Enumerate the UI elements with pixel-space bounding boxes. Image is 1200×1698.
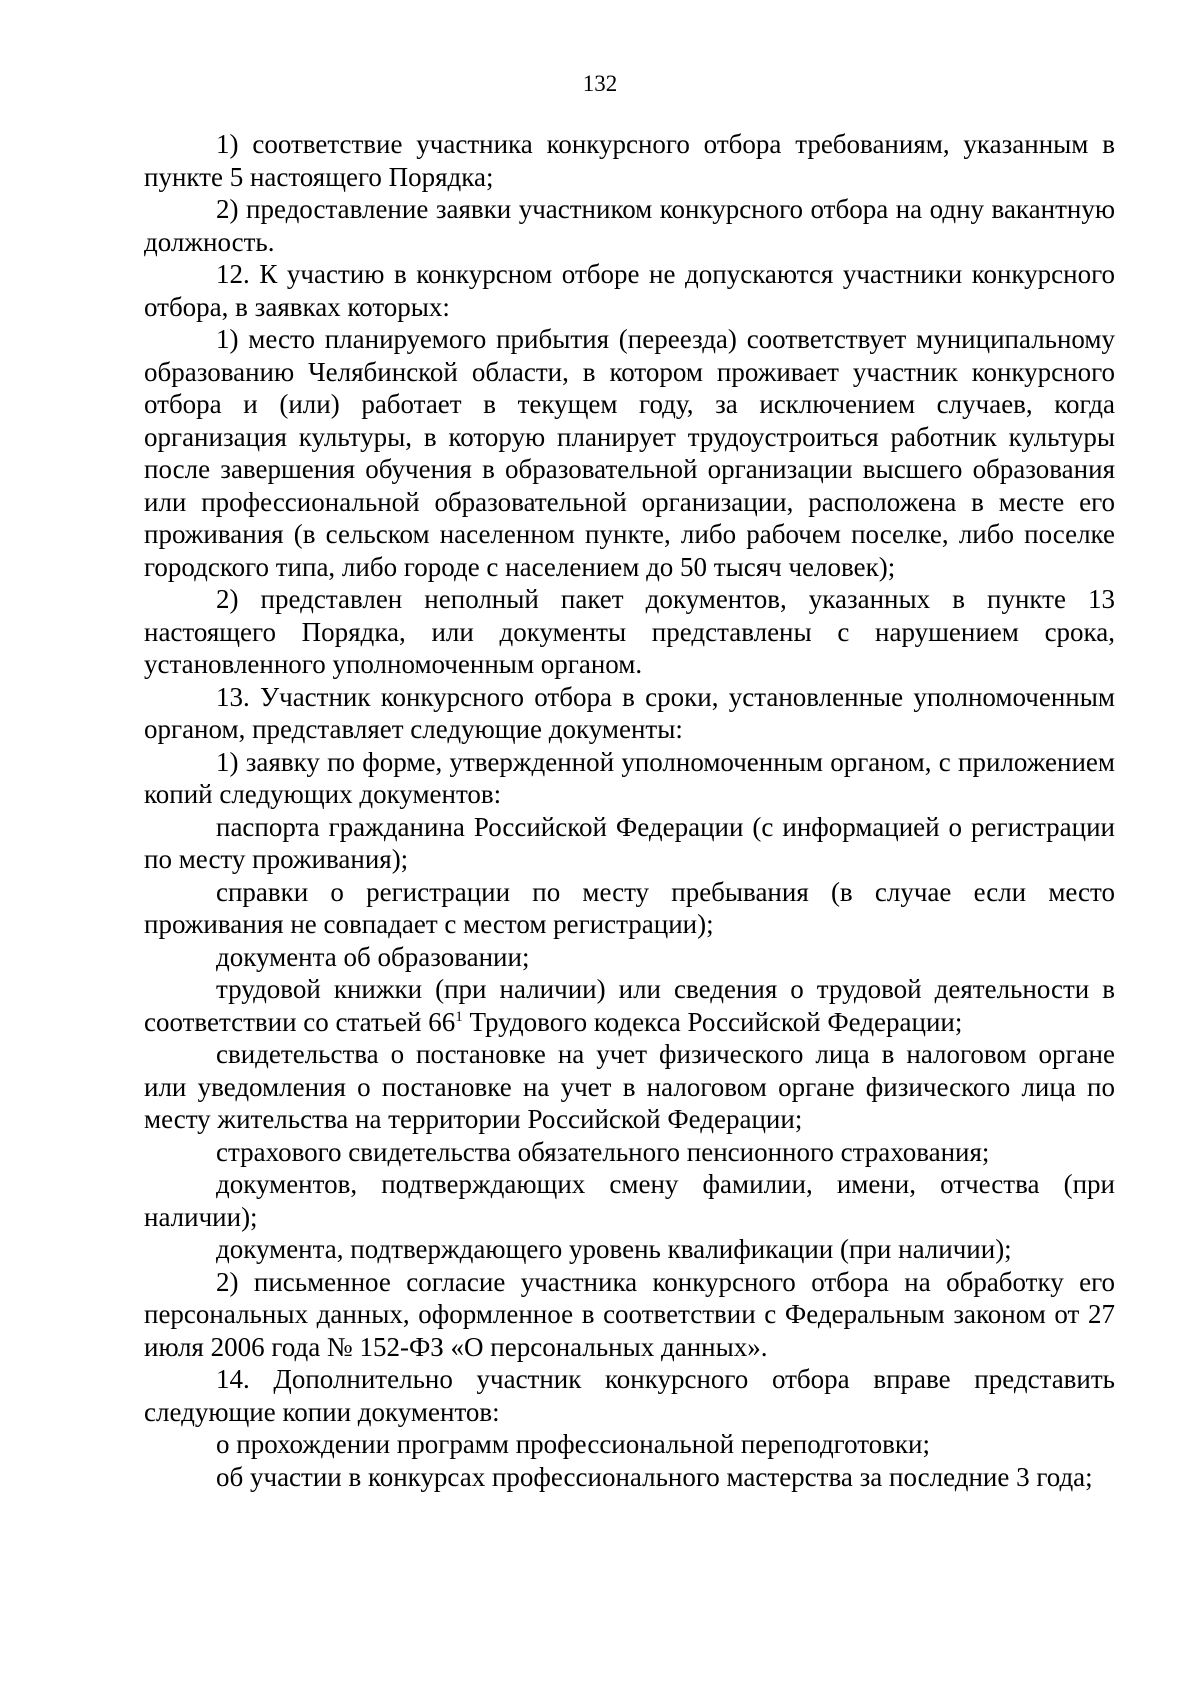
- list-item-name-change-documents: документов, подтверждающих смену фамилии, имени, отчества (при наличии);: [144, 1169, 1115, 1232]
- paragraph-1-2-criteria: 2) предоставление заявки участником конкурсного отбора на одну вакантную должность.: [144, 194, 1115, 257]
- article-superscript: 1: [455, 1008, 463, 1025]
- paragraph-12-1: 1) место планируемого прибытия (переезда) соответствует муниципальному образованию Челябинской области, в котором проживает участник конкурсного отбора и (или) работает в текущем году, за исключением случаев, когда организация культуры, в которую планирует трудоустроиться работник культуры после завершения обучения в образовательной организации высшего образования или профессиональной образовательной организации, расположена в месте его проживания (в сельском населенном пункте, либо рабочем поселке, либо поселке городского типа, либо городе с населением до 50 тысяч человек);: [144, 324, 1115, 582]
- list-item-education-document: документа об образовании;: [216, 941, 530, 972]
- work-record-text: трудовой книжки (при наличии) или сведения о трудовой деятельности в соответствии со статьей 66: [144, 974, 1115, 1037]
- paragraph-13-2: 2) письменное согласие участника конкурсного отбора на обработку его персональных данных, оформленное в соответствии с Федеральным законом от 27 июля 2006 года № 152-ФЗ «О персональных данных».: [144, 1266, 1115, 1362]
- paragraph-12: 12. К участию в конкурсном отборе не допускаются участники конкурсного отбора, в заявках которых:: [144, 259, 1115, 322]
- paragraph-14: 14. Дополнительно участник конкурсного отбора вправе представить следующие копии документов:: [144, 1364, 1115, 1427]
- work-record-text-end: Трудового кодекса Российской Федерации;: [462, 1006, 963, 1037]
- list-item-pension-insurance: страхового свидетельства обязательного пенсионного страхования;: [216, 1136, 990, 1167]
- list-item-competitions: об участии в конкурсах профессионального мастерства за последние 3 года;: [216, 1461, 1093, 1492]
- paragraph-12-2: 2) представлен неполный пакет документов, указанных в пункте 13 настоящего Порядка, или документы представлены с нарушением срока, установленного уполномоченным органом.: [144, 584, 1115, 679]
- list-item-qualification-document: документа, подтверждающего уровень квалификации (при наличии);: [216, 1234, 1012, 1264]
- list-item-tax-registration: свидетельства о постановке на учет физического лица в налоговом органе или уведомления о постановке на учет в налоговом органе физического лица по месту жительства на территории Российской Федерации;: [144, 1039, 1115, 1134]
- paragraph-13-1: 1) заявку по форме, утвержденной уполномоченным органом, с приложением копий следующих документов:: [144, 746, 1115, 809]
- paragraph-1-1-criteria: 1) соответствие участника конкурсного отбора требованиям, указанным в пункте 5 настоящего Порядка;: [144, 129, 1115, 192]
- document-body: [144, 128, 1115, 1493]
- list-item-passport: паспорта гражданина Российской Федерации (с информацией о регистрации по месту проживания);: [144, 811, 1115, 874]
- list-item-retraining: о прохождении программ профессиональной переподготовки;: [216, 1429, 930, 1459]
- page-number: 132: [582, 71, 618, 96]
- paragraph-13: 13. Участник конкурсного отбора в сроки, установленные уполномоченным органом, представляет следующие документы:: [144, 681, 1115, 744]
- list-item-registration-certificate: справки о регистрации по месту пребывания (в случае если место проживания не совпадает с местом регистрации);: [144, 876, 1115, 939]
- list-item-work-record: [144, 973, 1115, 1038]
